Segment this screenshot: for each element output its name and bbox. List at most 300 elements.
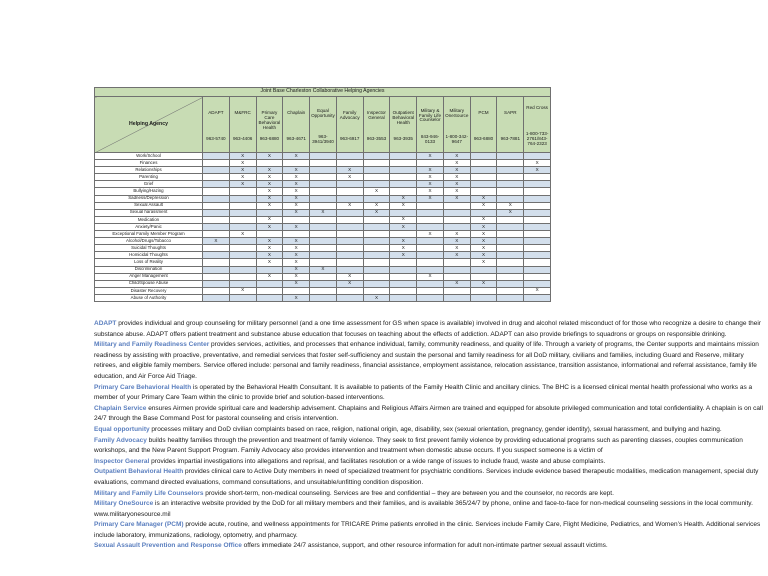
org-phone: 1-800-733-2761/843-764-2323: [525, 131, 549, 146]
service-mark-cell: [417, 252, 444, 259]
table-row: [95, 252, 551, 259]
service-mark-cell: [336, 259, 363, 266]
service-name: Bullying/Hazing: [95, 188, 203, 195]
agency-name: Military and Family Life Counselors: [94, 489, 204, 497]
service-mark-cell: [336, 195, 363, 202]
table-row: [95, 195, 551, 202]
service-mark-cell: [283, 287, 310, 294]
service-mark-cell: X: [417, 167, 444, 174]
service-mark-cell: [390, 231, 417, 238]
service-mark-cell: [203, 223, 230, 230]
agency-description-text: processes military and DoD civilian complaints based on race, religion, national origin, age, disability, sex (sexual orientation, pregnancy, gender identity), sexual harassment, and bullying and hazing.: [149, 425, 722, 433]
service-mark-cell: [497, 153, 524, 160]
service-mark-cell: X: [417, 181, 444, 188]
service-mark-cell: X: [470, 252, 497, 259]
agency-description: [94, 489, 764, 500]
service-mark-cell: [417, 160, 444, 167]
service-mark-cell: [256, 287, 283, 294]
service-mark-cell: [310, 174, 337, 181]
agency-description: [94, 541, 764, 552]
org-name: Military & Family Life Counselor: [418, 107, 442, 123]
service-mark-cell: X: [417, 273, 444, 280]
service-mark-cell: [497, 273, 524, 280]
service-mark-cell: [229, 294, 256, 301]
service-mark-cell: [203, 181, 230, 188]
service-mark-cell: [470, 160, 497, 167]
table-row: [95, 223, 551, 230]
service-mark-cell: X: [283, 245, 310, 252]
service-mark-cell: [524, 231, 551, 238]
service-mark-cell: [470, 167, 497, 174]
service-mark-cell: [363, 174, 390, 181]
service-mark-cell: X: [443, 174, 470, 181]
agency-description: [94, 340, 764, 382]
service-mark-cell: [524, 209, 551, 216]
service-mark-cell: [524, 216, 551, 223]
org-phone: 963-4671: [286, 136, 306, 142]
service-mark-cell: X: [470, 202, 497, 209]
service-mark-cell: [497, 294, 524, 301]
service-name: Medication: [95, 216, 203, 223]
table-row: [95, 287, 551, 294]
service-mark-cell: [497, 195, 524, 202]
agency-description-text: builds healthy families through the prevention and treatment of family violence. They seek to first prevent family violence by providing educational programs such as parenting classes, couples communication workshops, and the New Parent Support Program. Family Advocacy also provides intervention and treatment when domestic abuse occurs. If you suspect someone is a victim of: [94, 436, 743, 455]
service-name: Discrimination: [95, 266, 203, 273]
service-mark-cell: [363, 245, 390, 252]
table-row: [95, 280, 551, 287]
service-mark-cell: [229, 259, 256, 266]
service-name: Work/School: [95, 153, 203, 160]
service-mark-cell: X: [336, 174, 363, 181]
service-mark-cell: [443, 287, 470, 294]
service-mark-cell: X: [283, 238, 310, 245]
service-mark-cell: [497, 216, 524, 223]
org-header-cell: [256, 97, 283, 153]
org-header-cell: [524, 97, 551, 153]
org-phone: 963-6917: [340, 136, 360, 142]
service-mark-cell: [524, 245, 551, 252]
service-mark-cell: [336, 266, 363, 273]
service-mark-cell: X: [256, 252, 283, 259]
agency-descriptions: [94, 319, 764, 552]
agency-description-text: provides impartial investigations into allegations and reprisal, and facilitates resolution or a wide range of issues to include fraud, waste and abuse complaints.: [149, 457, 606, 465]
service-name: Grief: [95, 181, 203, 188]
service-mark-cell: [283, 160, 310, 167]
service-mark-cell: [470, 181, 497, 188]
agency-description: [94, 499, 764, 520]
service-mark-cell: [229, 202, 256, 209]
service-mark-cell: [336, 223, 363, 230]
service-mark-cell: [203, 252, 230, 259]
agency-name: Equal opportunity: [94, 425, 150, 433]
service-mark-cell: X: [256, 174, 283, 181]
agency-description: [94, 457, 764, 468]
service-mark-cell: X: [256, 188, 283, 195]
service-name: Anxiety/Panic: [95, 223, 203, 230]
service-mark-cell: [336, 153, 363, 160]
service-mark-cell: [310, 195, 337, 202]
service-mark-cell: [497, 223, 524, 230]
service-mark-cell: [229, 252, 256, 259]
org-phone: 963-3935: [393, 136, 413, 142]
service-mark-cell: [336, 252, 363, 259]
agency-name: Primary Care Behavioral Health: [94, 383, 192, 391]
service-mark-cell: [363, 287, 390, 294]
service-mark-cell: [470, 294, 497, 301]
service-mark-cell: [363, 231, 390, 238]
table-header-row: [95, 97, 551, 153]
service-mark-cell: X: [203, 238, 230, 245]
service-mark-cell: [336, 160, 363, 167]
service-mark-cell: X: [256, 153, 283, 160]
table-title: Joint Base Charleston Collaborative Helping Agencies: [95, 88, 551, 97]
service-mark-cell: [524, 195, 551, 202]
service-mark-cell: [256, 160, 283, 167]
service-mark-cell: [417, 266, 444, 273]
service-name: Suicidal Thoughts: [95, 245, 203, 252]
service-mark-cell: X: [336, 273, 363, 280]
org-name: ADAPT: [208, 110, 224, 116]
agency-description: [94, 436, 764, 457]
service-mark-cell: [497, 266, 524, 273]
service-mark-cell: X: [390, 252, 417, 259]
service-mark-cell: [470, 153, 497, 160]
service-name: Exceptional Family Member Program: [95, 231, 203, 238]
service-mark-cell: X: [336, 280, 363, 287]
service-mark-cell: [336, 294, 363, 301]
service-mark-cell: [443, 294, 470, 301]
service-mark-cell: [497, 287, 524, 294]
service-mark-cell: X: [283, 195, 310, 202]
service-mark-cell: X: [229, 174, 256, 181]
service-mark-cell: X: [443, 252, 470, 259]
service-name: Relationships: [95, 167, 203, 174]
service-mark-cell: [443, 209, 470, 216]
service-mark-cell: X: [256, 273, 283, 280]
service-mark-cell: [363, 273, 390, 280]
table-row: [95, 188, 551, 195]
table-row: [95, 160, 551, 167]
service-name: Disaster Recovery: [95, 287, 203, 294]
agency-description-text: provide acute, routine, and wellness appointments for TRICARE Prime patients enrolled in the clinic. Services include Family Care, Flight Medicine, Pediatrics, and Women’s Health. Additional services include laboratory, immunizations, radiology, optometry, and pharmacy.: [94, 521, 761, 539]
service-mark-cell: [310, 273, 337, 280]
service-name: Homicidal Thoughts: [95, 252, 203, 259]
service-mark-cell: [390, 167, 417, 174]
service-mark-cell: X: [417, 174, 444, 181]
agency-name: Outpatient Behavioral Health: [94, 468, 184, 476]
service-mark-cell: [497, 245, 524, 252]
org-name: Military OneSource: [445, 107, 469, 118]
service-mark-cell: [497, 188, 524, 195]
service-mark-cell: X: [283, 273, 310, 280]
service-mark-cell: [203, 160, 230, 167]
service-mark-cell: [310, 160, 337, 167]
org-header-cell: [363, 97, 390, 153]
org-name: Inspector General: [367, 110, 386, 120]
service-mark-cell: X: [283, 259, 310, 266]
service-mark-cell: X: [417, 231, 444, 238]
org-phone: 963-3553: [366, 136, 387, 142]
service-mark-cell: [336, 188, 363, 195]
service-mark-cell: X: [229, 153, 256, 160]
service-mark-cell: [417, 223, 444, 230]
service-mark-cell: [310, 245, 337, 252]
service-mark-cell: X: [256, 167, 283, 174]
agency-name: Primary Care Manager (PCM): [94, 521, 184, 529]
service-mark-cell: X: [470, 223, 497, 230]
service-mark-cell: [256, 266, 283, 273]
service-mark-cell: [203, 273, 230, 280]
service-mark-cell: [310, 294, 337, 301]
service-mark-cell: [497, 181, 524, 188]
service-mark-cell: X: [470, 259, 497, 266]
agency-description-text: provides individual and group counseling for military personnel (and a one time assessment for GS when space is available) involved in drug and alcohol related misconduct of for those who recognize a desire to change their substance abuse. ADAPT offers patient treatment and substance abuse education that focuses on teaching about the effects of addiction. ADAPT can also provide briefings to squadrons or groups on responsible drinking.: [94, 320, 761, 338]
service-mark-cell: [310, 231, 337, 238]
service-mark-cell: [470, 174, 497, 181]
service-mark-cell: [256, 231, 283, 238]
service-mark-cell: [417, 259, 444, 266]
service-name: Sadness/Depression: [95, 195, 203, 202]
agency-description: [94, 383, 764, 404]
org-header-cell: [283, 97, 310, 153]
service-mark-cell: [390, 181, 417, 188]
org-header-cell: [203, 97, 230, 153]
service-mark-cell: [524, 252, 551, 259]
table-row: [95, 181, 551, 188]
service-mark-cell: X: [283, 294, 310, 301]
service-mark-cell: [203, 280, 230, 287]
service-mark-cell: X: [363, 202, 390, 209]
service-mark-cell: [443, 202, 470, 209]
service-mark-cell: [363, 167, 390, 174]
org-phone: 963-3941/3940: [312, 133, 334, 144]
service-name: Child/Spouse Abuse: [95, 280, 203, 287]
agency-description-text: provide short-term, non-medical counseling. Services are free and confidential – they are between you and the counselor, no records are kept.: [203, 489, 614, 497]
table-row: [95, 266, 551, 273]
org-name: SAPR: [504, 110, 517, 116]
org-name: Outpatient Behavioral Health: [392, 110, 415, 125]
agency-matrix-table: [94, 87, 551, 302]
service-mark-cell: [470, 266, 497, 273]
service-mark-cell: [524, 259, 551, 266]
service-name: Sexual harassment: [95, 209, 203, 216]
service-mark-cell: [497, 238, 524, 245]
table-row: [95, 209, 551, 216]
org-header-cell: [497, 97, 524, 153]
service-mark-cell: [229, 223, 256, 230]
service-mark-cell: [203, 231, 230, 238]
service-mark-cell: X: [470, 245, 497, 252]
service-mark-cell: [524, 188, 551, 195]
service-mark-cell: [203, 188, 230, 195]
service-mark-cell: [443, 223, 470, 230]
service-mark-cell: [203, 167, 230, 174]
org-phone: 963-4406: [232, 136, 253, 142]
service-mark-cell: [497, 174, 524, 181]
service-mark-cell: [229, 273, 256, 280]
service-mark-cell: [336, 287, 363, 294]
agency-description-text: ensures Airmen provide spiritual care and leadership advisement. Chaplains and Religious Affairs Airmen are trained and equipped for absolute privileged communication and total confidentiality. A chaplain is on call 24/7 through the Base Command Post for pastoral counseling and crisis intervention.: [94, 404, 763, 423]
service-mark-cell: [310, 153, 337, 160]
service-mark-cell: [336, 231, 363, 238]
service-mark-cell: X: [283, 181, 310, 188]
service-mark-cell: X: [283, 266, 310, 273]
service-mark-cell: [229, 195, 256, 202]
service-mark-cell: X: [283, 252, 310, 259]
service-mark-cell: [524, 223, 551, 230]
service-mark-cell: [524, 280, 551, 287]
service-mark-cell: [363, 181, 390, 188]
org-name: Chaplain: [287, 110, 306, 116]
service-mark-cell: X: [256, 238, 283, 245]
service-mark-cell: [524, 266, 551, 273]
service-mark-cell: X: [336, 202, 363, 209]
service-mark-cell: [417, 280, 444, 287]
service-mark-cell: X: [336, 167, 363, 174]
service-mark-cell: X: [470, 238, 497, 245]
service-mark-cell: X: [283, 280, 310, 287]
service-mark-cell: [390, 280, 417, 287]
service-mark-cell: [417, 238, 444, 245]
service-name: Loss of Reality: [95, 259, 203, 266]
agency-name: Inspector General: [94, 457, 150, 465]
agency-description-text: is operated by the Behavioral Health Consultant. It is available to patients of the Family Health Clinic and ancillary clinics. The BHC is a licensed clinical mental health professional who works as a member of your Primary Care Team within the clinic to provide brief and solution-based interventions.: [94, 383, 753, 402]
service-mark-cell: X: [497, 202, 524, 209]
service-mark-cell: [470, 188, 497, 195]
org-header-cell: [417, 97, 444, 153]
service-mark-cell: X: [390, 195, 417, 202]
agency-description-text: provides clinical care to Active Duty members in need of specialized treatment for psychiatric conditions. Services include evidence based therapeutic modalities, medication management, special duty evaluations, command directed evaluations, command consultations, and unsuitable/unfitting condition disposition.: [94, 468, 759, 486]
service-mark-cell: X: [256, 223, 283, 230]
service-mark-cell: [229, 209, 256, 216]
service-mark-cell: [363, 259, 390, 266]
service-mark-cell: [310, 188, 337, 195]
service-mark-cell: X: [443, 231, 470, 238]
service-mark-cell: X: [256, 202, 283, 209]
service-mark-cell: [470, 287, 497, 294]
org-name: Equal Opportunity: [311, 107, 335, 118]
table-row: [95, 294, 551, 301]
service-mark-cell: [336, 238, 363, 245]
service-mark-cell: X: [310, 266, 337, 273]
service-mark-cell: X: [470, 216, 497, 223]
service-mark-cell: X: [524, 160, 551, 167]
service-mark-cell: [417, 287, 444, 294]
service-mark-cell: X: [283, 153, 310, 160]
service-mark-cell: X: [524, 167, 551, 174]
service-mark-cell: X: [390, 238, 417, 245]
service-mark-cell: [363, 153, 390, 160]
service-mark-cell: X: [256, 216, 283, 223]
service-mark-cell: [524, 181, 551, 188]
service-mark-cell: X: [443, 181, 470, 188]
service-mark-cell: [229, 280, 256, 287]
service-mark-cell: [363, 216, 390, 223]
service-mark-cell: X: [390, 245, 417, 252]
service-mark-cell: [470, 273, 497, 280]
service-mark-cell: [229, 238, 256, 245]
service-mark-cell: [443, 273, 470, 280]
service-name: Finances: [95, 160, 203, 167]
service-mark-cell: [203, 153, 230, 160]
agency-description: [94, 520, 764, 541]
agency-header-label: Helping Agency: [128, 120, 168, 127]
service-mark-cell: X: [256, 195, 283, 202]
service-mark-cell: [390, 188, 417, 195]
agency-description-text: offers immediate 24/7 assistance, support, and other resource information for adult non-intimate partner sexual assault victims.: [241, 542, 608, 550]
service-mark-cell: [229, 216, 256, 223]
service-mark-cell: [417, 216, 444, 223]
service-mark-cell: [524, 273, 551, 280]
service-mark-cell: [390, 209, 417, 216]
table-row: [95, 259, 551, 266]
service-mark-cell: X: [363, 294, 390, 301]
agency-name: Family Advocacy: [94, 436, 147, 444]
service-mark-cell: X: [363, 209, 390, 216]
service-mark-cell: [443, 266, 470, 273]
org-header-cell: [470, 97, 497, 153]
org-name: PCM: [478, 110, 489, 116]
service-mark-cell: X: [524, 287, 551, 294]
service-mark-cell: [497, 167, 524, 174]
service-mark-cell: X: [310, 209, 337, 216]
agency-description: [94, 319, 764, 340]
table-row: [95, 167, 551, 174]
service-name: Sexual Assault: [95, 202, 203, 209]
service-mark-cell: [417, 209, 444, 216]
service-mark-cell: X: [229, 231, 256, 238]
agency-description: [94, 467, 764, 488]
service-mark-cell: [256, 294, 283, 301]
agency-header-cell: [95, 97, 203, 153]
org-phone: 843-946-0133: [420, 133, 440, 144]
agency-description: [94, 425, 764, 436]
agency-description: [94, 404, 764, 425]
service-mark-cell: [497, 252, 524, 259]
org-name: Primary Care Behavioral Health: [258, 110, 281, 130]
service-mark-cell: X: [229, 287, 256, 294]
service-mark-cell: [417, 245, 444, 252]
service-mark-cell: [203, 259, 230, 266]
service-mark-cell: [336, 181, 363, 188]
service-mark-cell: X: [363, 188, 390, 195]
org-phone: 963-7881: [500, 136, 521, 142]
service-mark-cell: [524, 174, 551, 181]
service-mark-cell: [336, 216, 363, 223]
service-mark-cell: [390, 160, 417, 167]
service-mark-cell: [390, 259, 417, 266]
service-mark-cell: X: [256, 181, 283, 188]
service-mark-cell: [497, 280, 524, 287]
service-mark-cell: [310, 238, 337, 245]
service-mark-cell: [310, 202, 337, 209]
service-mark-cell: [363, 223, 390, 230]
agency-name: Chaplain Service: [94, 404, 147, 412]
org-phone: 963-6880: [473, 136, 494, 142]
service-mark-cell: [524, 294, 551, 301]
service-mark-cell: [470, 209, 497, 216]
service-mark-cell: X: [283, 174, 310, 181]
service-mark-cell: [363, 280, 390, 287]
service-mark-cell: [390, 153, 417, 160]
service-mark-cell: [310, 181, 337, 188]
service-mark-cell: [283, 216, 310, 223]
service-mark-cell: X: [417, 188, 444, 195]
service-mark-cell: [203, 209, 230, 216]
service-mark-cell: X: [417, 153, 444, 160]
service-mark-cell: [497, 259, 524, 266]
service-mark-cell: X: [443, 245, 470, 252]
